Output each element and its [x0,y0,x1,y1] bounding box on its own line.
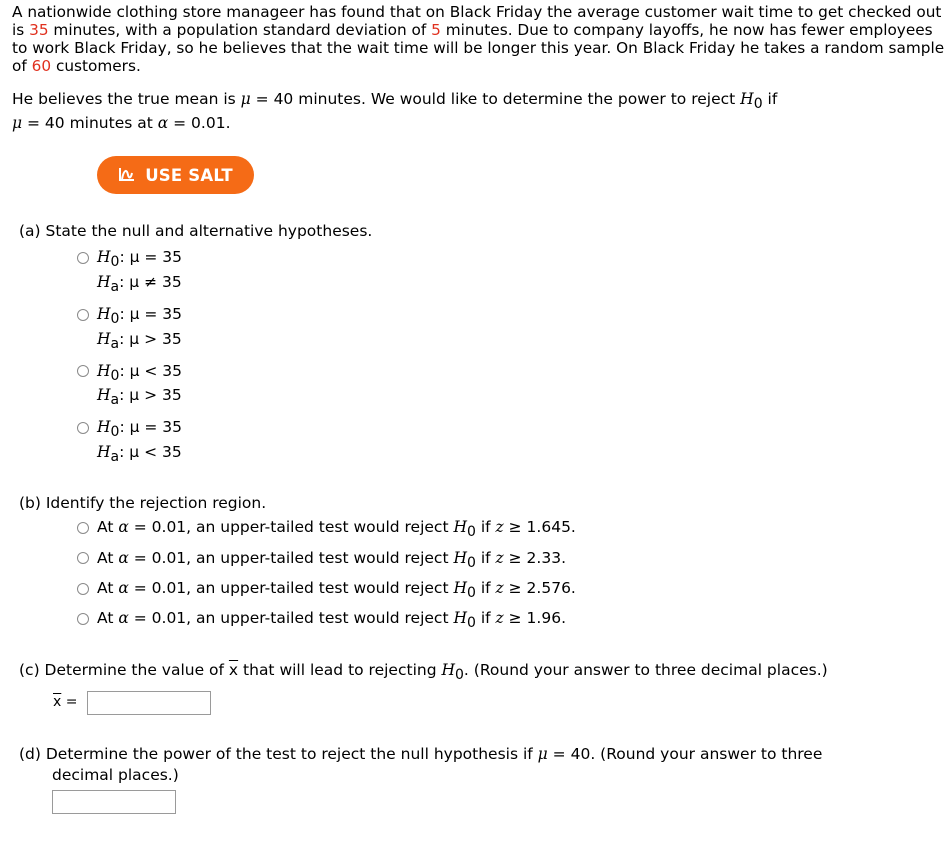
power-answer-input[interactable] [52,790,176,814]
xbar-label: $\overline{x}$ = [53,694,78,710]
intro-text-3: minutes. Due to company layoffs, he now has fewer employees to work Black Friday, so he believes that the wait time will be longer this year. On Black Friday he takes a random sample of [12,21,945,75]
hypothesis-option-3-radio[interactable] [77,365,89,377]
intro-text-4: customers. [51,57,141,75]
rejection-option-1-label: At α = 0.01, an upper-tailed test would reject $H_0$ if z ≥ 1.645. [97,518,576,540]
hypothesis-option-1-radio[interactable] [77,252,89,264]
part-a-question: (a) State the null and alternative hypotheses. [19,222,373,240]
option-4-h0: $H_0$: μ = 35 [97,418,183,440]
belief-line-2: μ = 40 minutes at α = 0.01. [12,114,231,132]
salt-logo-icon [118,167,136,183]
rejection-option-2-radio[interactable] [77,552,89,564]
part-d-question-line-2: decimal places.) [52,766,179,784]
rejection-option-3-radio[interactable] [77,583,89,595]
rejection-option-1-radio[interactable] [77,522,89,534]
part-d-question-line-1: (d) Determine the power of the test to reject the null hypothesis if μ = 40. (Round your answer to three [19,745,823,763]
sample-size-value: 60 [31,57,52,75]
intro-text-2: minutes, with a population standard deviation of [48,21,432,39]
option-1-h0: $H_0$: μ = 35 [97,248,183,270]
use-salt-label: USE SALT [145,165,233,185]
option-3-h0: $H_0$: μ < 35 [97,362,183,384]
hypothesis-option-2-radio[interactable] [77,309,89,321]
option-3-ha: $H_a$: μ > 35 [97,386,182,408]
intro-text-1: A nationwide clothing store manageer has found that on Black Friday the average customer wait time to get checked out is [12,3,942,39]
part-b-question: (b) Identify the rejection region. [19,494,267,512]
option-1-ha: $H_a$: μ ≠ 35 [97,273,182,295]
part-c-question: (c) Determine the value of $\overline{x}$ that will lead to rejecting $H_0$. (Round your answer to three decimal places.) [19,661,828,683]
use-salt-button[interactable] [97,156,254,194]
option-2-h0: $H_0$: μ = 35 [97,305,183,327]
rejection-option-4-radio[interactable] [77,613,89,625]
xbar-answer-input[interactable] [87,691,211,715]
option-2-ha: $H_a$: μ > 35 [97,330,182,352]
wait-time-value: 35 [29,21,49,39]
rejection-option-2-label: At α = 0.01, an upper-tailed test would reject $H_0$ if z ≥ 2.33. [97,549,566,571]
option-4-ha: $H_a$: μ < 35 [97,443,182,465]
problem-intro [12,3,946,75]
belief-line-1: He believes the true mean is μ = 40 minutes. We would like to determine the power to reject $H_0$ if [12,90,778,112]
hypothesis-option-4-radio[interactable] [77,422,89,434]
rejection-option-4-label: At α = 0.01, an upper-tailed test would reject $H_0$ if z ≥ 1.96. [97,609,566,631]
std-dev-value: 5 [431,21,441,39]
rejection-option-3-label: At α = 0.01, an upper-tailed test would reject $H_0$ if z ≥ 2.576. [97,579,576,601]
